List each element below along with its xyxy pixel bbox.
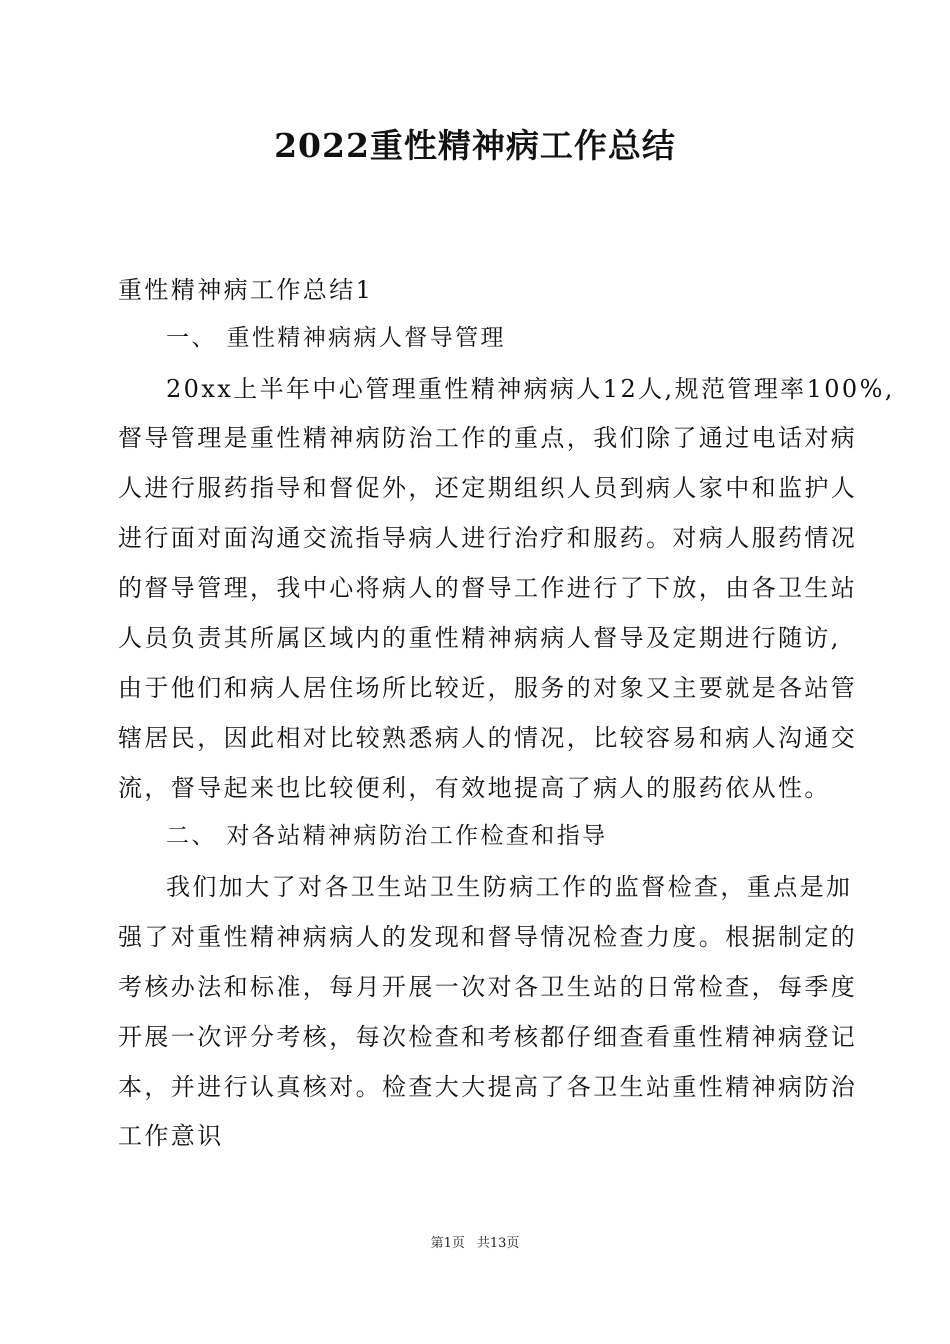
paragraph-line: 人员负责其所属区域内的重性精神病病人督导及定期进行随访, (118, 624, 841, 652)
paragraph-line: 人进行服药指导和督促外，还定期组织人员到病人家中和监护人 (118, 474, 858, 502)
paragraph-line: 由于他们和病人居住场所比较近，服务的对象又主要就是各站管 (118, 674, 858, 702)
page-footer (0, 1232, 950, 1251)
paragraph-line: 20xx上半年中心管理重性精神病病人12人,规范管理率100%, (166, 375, 895, 403)
paragraph-line: 考核办法和标准，每月开展一次对各卫生站的日常检查，每季度 (118, 973, 858, 1001)
document-title: 2022重性精神病工作总结 (274, 126, 676, 165)
paragraph-line: 流，督导起来也比较便利，有效地提高了病人的服药依从性。 (118, 774, 831, 802)
section-heading-2: 二、 对各站精神病防治工作检查和指导 (166, 823, 608, 849)
paragraph-line: 本，并进行认真核对。检查大大提高了各卫生站重性精神病防治 (118, 1073, 858, 1101)
page-total: 共13页 (476, 1236, 520, 1251)
paragraph-line: 督导管理是重性精神病防治工作的重点，我们除了通过电话对病 (118, 424, 858, 452)
paragraph-line: 开展一次评分考核，每次检查和考核都仔细查看重性精神病登记 (118, 1023, 858, 1051)
section-heading-1: 一、 重性精神病病人督导管理 (166, 325, 506, 351)
paragraph-line: 工作意识 (118, 1122, 224, 1150)
paragraph-line: 我们加大了对各卫生站卫生防病工作的监督检查，重点是加 (166, 873, 853, 901)
paragraph-line: 的督导管理，我中心将病人的督导工作进行了下放，由各卫生站 (118, 574, 858, 602)
document-subtitle: 重性精神病工作总结1 (118, 276, 374, 304)
paragraph-line: 进行面对面沟通交流指导病人进行治疗和服药。对病人服药情况 (118, 524, 858, 552)
page-number: 第1页 (430, 1236, 465, 1251)
paragraph-line: 辖居民，因此相对比较熟悉病人的情况，比较容易和病人沟通交 (118, 724, 858, 752)
paragraph-line: 强了对重性精神病病人的发现和督导情况检查力度。根据制定的 (118, 923, 858, 951)
